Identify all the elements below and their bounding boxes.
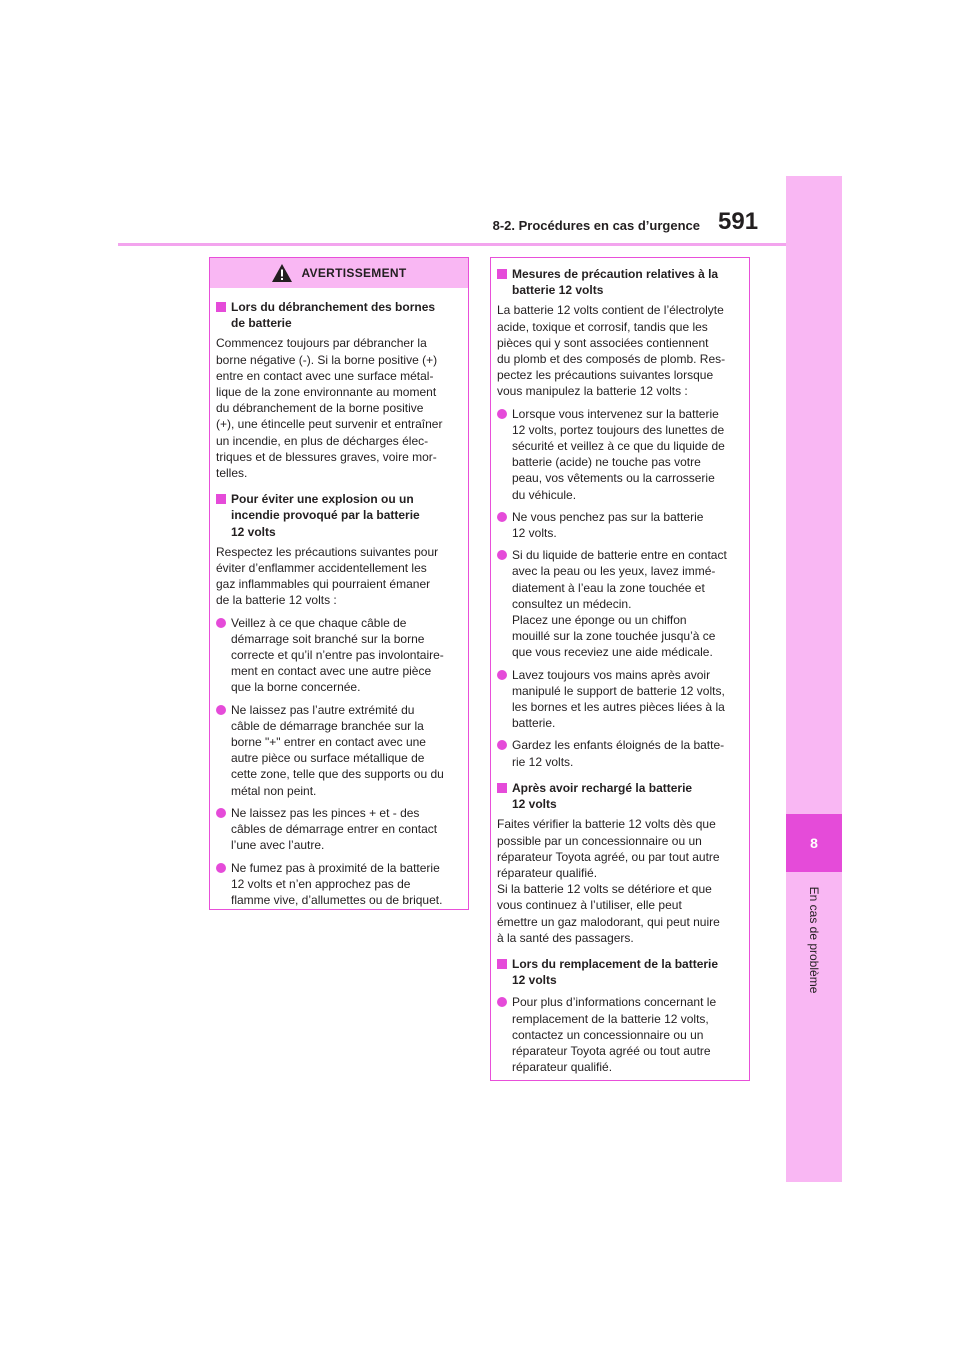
list-item bbox=[497, 737, 743, 769]
square-bullet-icon bbox=[497, 959, 507, 969]
precautions-box bbox=[490, 257, 750, 1081]
square-bullet-icon bbox=[497, 783, 507, 793]
list-item bbox=[216, 805, 462, 854]
warning-triangle-icon bbox=[271, 263, 293, 283]
warning-box bbox=[209, 257, 469, 910]
list-item-text: Pour plus d’informations concernant le remplacement de la batterie 12 volts, contactez un concessionnaire ou un réparateur Toyota agréé ou tout autre réparateur qualifié. bbox=[512, 995, 717, 1075]
circle-bullet-icon bbox=[216, 705, 226, 715]
section-header: 8-2. Procédures en cas d’urgence bbox=[492, 218, 700, 233]
warning-heading-text: AVERTISSEMENT bbox=[301, 266, 407, 280]
list-item bbox=[216, 860, 462, 909]
circle-bullet-icon bbox=[497, 550, 507, 560]
section-paragraph: Commencez toujours par débrancher la borne négative (-). Si la borne positive (+) entre en contact avec une surface métal- lique de la zone environnante au moment du débranchement de la borne positive (+), une étincelle peut survenir et entraîner un incendie, en plus de décharges élec- triques et de blessures graves, voire mor- telles. bbox=[216, 336, 443, 481]
square-bullet-icon bbox=[216, 302, 226, 312]
list-item-text: Ne vous penchez pas sur la batterie 12 volts. bbox=[512, 509, 704, 541]
circle-bullet-icon bbox=[497, 670, 507, 680]
section-paragraph: Faites vérifier la batterie 12 volts dès que possible par un concessionnaire ou un réparateur Toyota agréé, ou par tout autre réparateur qualifié. Si la batterie 12 volts se détériore et que vous continuez à l’utiliser, elle peut émettre un gaz malodorant, qui peut nuire à la santé des passagers. bbox=[497, 817, 720, 945]
list-item bbox=[497, 994, 743, 1075]
circle-bullet-icon bbox=[497, 997, 507, 1007]
header-rule bbox=[118, 243, 786, 246]
list-item-text: Veillez à ce que chaque câble de démarrage soit branché sur la borne correcte et qu’il n’entre pas involontaire- ment en contact avec une autre pièce que la borne concernée. bbox=[231, 615, 444, 695]
section-title-text: Lors du débranchement des bornes de batterie bbox=[231, 300, 436, 331]
section-title bbox=[216, 299, 462, 331]
section-title-text: Pour éviter une explosion ou un incendie provoqué par la batterie 12 volts bbox=[231, 492, 420, 539]
chapter-label bbox=[786, 880, 842, 1000]
circle-bullet-icon bbox=[497, 512, 507, 522]
square-bullet-icon bbox=[497, 269, 507, 279]
list-item-text: Lorsque vous intervenez sur la batterie 12 volts, portez toujours des lunettes de sécurité et veillez à ce que du liquide de batterie (acide) ne touche pas votre peau, vos vêtements ou la carrosserie du véhicule. bbox=[512, 406, 725, 502]
circle-bullet-icon bbox=[497, 740, 507, 750]
section-title bbox=[497, 266, 743, 298]
warning-heading bbox=[210, 258, 468, 288]
section-paragraph: Respectez les précautions suivantes pour éviter d’enflammer accidentellement les gaz inflammables qui pourraient émaner de la batterie 12 volts : bbox=[216, 544, 439, 608]
circle-bullet-icon bbox=[216, 808, 226, 818]
chapter-label-text: En cas de problème bbox=[807, 886, 821, 994]
section-title bbox=[497, 956, 743, 988]
section-title-text: Lors du remplacement de la batterie 12 volts bbox=[512, 956, 719, 988]
warning-content bbox=[210, 288, 468, 908]
section-title bbox=[497, 780, 743, 812]
section-title bbox=[216, 491, 462, 540]
page-number: 591 bbox=[718, 208, 759, 235]
list-item-text: Ne laissez pas l’autre extrémité du câble de démarrage branchée sur la borne "+" entrer en contact avec une autre pièce ou surface métallique de cette zone, telle que des supports ou du métal non peint. bbox=[231, 702, 444, 798]
list-item-text: Lavez toujours vos mains après avoir manipulé le support de batterie 12 volts, les bornes et les autres pièces liées à la batterie. bbox=[512, 667, 725, 731]
square-bullet-icon bbox=[216, 494, 226, 504]
circle-bullet-icon bbox=[216, 863, 226, 873]
chapter-number-tab: 8 bbox=[786, 814, 842, 872]
list-item bbox=[216, 615, 462, 696]
circle-bullet-icon bbox=[497, 409, 507, 419]
list-item bbox=[216, 702, 462, 799]
list-item-text: Si du liquide de batterie entre en contact avec la peau ou les yeux, lavez immé- diatement à l’eau la zone touchée et consultez un médecin. Placez une éponge ou un chiffon mouillé sur la zone touchée jusqu’à ce que vous receviez une aide médicale. bbox=[512, 548, 727, 660]
list-item-text: Ne laissez pas les pinces + et - des câbles de démarrage entrer en contact l’une avec l’autre. bbox=[231, 805, 438, 853]
precautions-content bbox=[491, 258, 749, 1075]
list-item-text: Gardez les enfants éloignés de la batte- rie 12 volts. bbox=[512, 738, 725, 769]
list-item bbox=[497, 547, 743, 660]
circle-bullet-icon bbox=[216, 618, 226, 628]
section-title-text: Après avoir rechargé la batterie 12 volts bbox=[512, 780, 693, 812]
section-paragraph: La batterie 12 volts contient de l’électrolyte acide, toxique et corrosif, tandis que les pièces qui y sont associées contiennent du plomb et des composés de plomb. Res- pectez les précautions suivantes lorsque vous manipulez la batterie 12 volts : bbox=[497, 303, 726, 399]
list-item bbox=[497, 667, 743, 732]
list-item bbox=[497, 406, 743, 503]
list-item bbox=[497, 509, 743, 541]
section-title-text: Mesures de précaution relatives à la batterie 12 volts bbox=[512, 267, 719, 298]
chapter-side-tab bbox=[786, 176, 842, 1182]
list-item-text: Ne fumez pas à proximité de la batterie 12 volts et n’en approchez pas de flamme vive, d’allumettes ou de briquet. bbox=[231, 860, 443, 907]
